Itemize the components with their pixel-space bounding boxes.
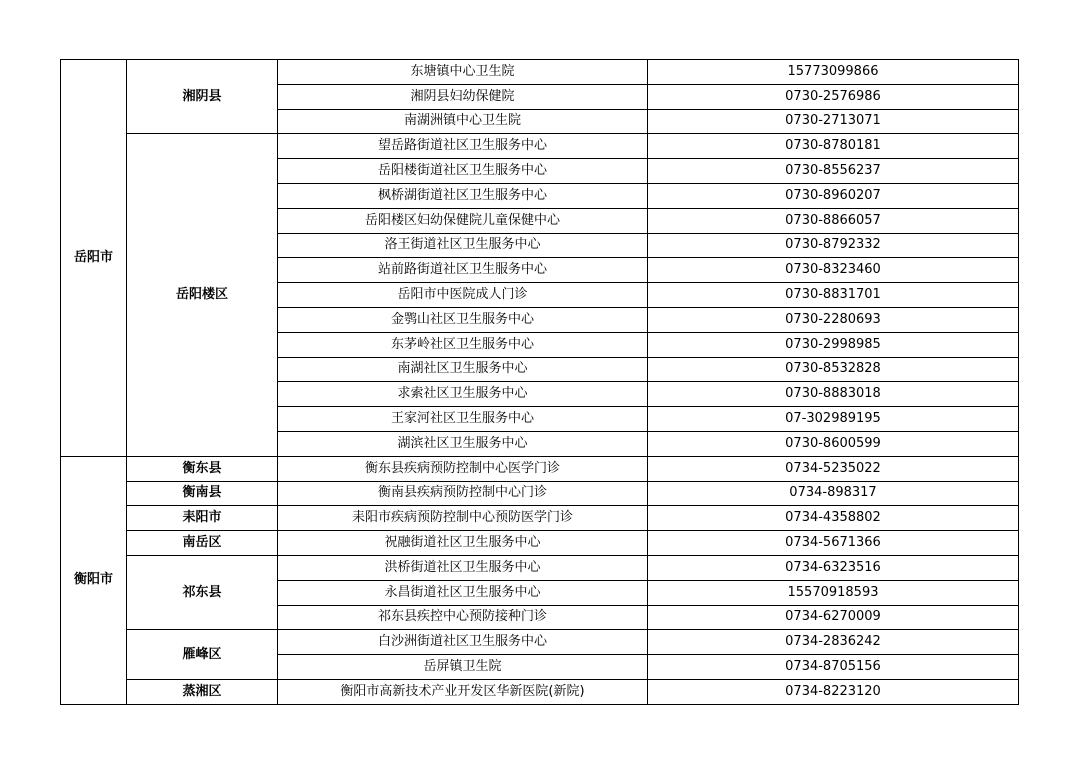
table-row (61, 630, 1019, 655)
phone-cell: 0730-2998985 (648, 332, 1019, 357)
phone-cell: 0734-898317 (648, 481, 1019, 506)
phone-cell: 0730-8323460 (648, 258, 1019, 283)
table-row (61, 555, 1019, 580)
institution-cell: 祝融街道社区卫生服务中心 (278, 531, 648, 556)
phone-cell: 0734-5235022 (648, 456, 1019, 481)
district-cell: 湘阴县 (127, 60, 278, 134)
phone-cell: 15570918593 (648, 580, 1019, 605)
table-row (61, 60, 1019, 85)
district-cell: 岳阳楼区 (127, 134, 278, 456)
district-cell: 耒阳市 (127, 506, 278, 531)
institution-cell: 岳阳楼区妇幼保健院儿童保健中心 (278, 208, 648, 233)
institution-cell: 站前路街道社区卫生服务中心 (278, 258, 648, 283)
institution-cell: 洛王街道社区卫生服务中心 (278, 233, 648, 258)
institution-cell: 衡南县疾病预防控制中心门诊 (278, 481, 648, 506)
phone-cell: 0734-2836242 (648, 630, 1019, 655)
table-row (61, 531, 1019, 556)
institution-cell: 东茅岭社区卫生服务中心 (278, 332, 648, 357)
institution-cell: 湘阴县妇幼保健院 (278, 84, 648, 109)
table-row (61, 679, 1019, 704)
table-body (61, 60, 1019, 705)
institution-cell: 望岳路街道社区卫生服务中心 (278, 134, 648, 159)
institution-cell: 祁东县疾控中心预防接种门诊 (278, 605, 648, 630)
city-cell: 岳阳市 (61, 60, 127, 457)
city-cell: 衡阳市 (61, 456, 127, 704)
phone-cell: 0730-8883018 (648, 382, 1019, 407)
district-cell: 祁东县 (127, 555, 278, 629)
institution-cell: 枫桥湖街道社区卫生服务中心 (278, 183, 648, 208)
table-row (61, 456, 1019, 481)
district-cell: 衡东县 (127, 456, 278, 481)
institution-cell: 王家河社区卫生服务中心 (278, 407, 648, 432)
district-cell: 蒸湘区 (127, 679, 278, 704)
institution-cell: 南湖洲镇中心卫生院 (278, 109, 648, 134)
institution-cell: 白沙洲街道社区卫生服务中心 (278, 630, 648, 655)
table-row (61, 481, 1019, 506)
phone-cell: 0730-2576986 (648, 84, 1019, 109)
phone-cell: 0730-8831701 (648, 283, 1019, 308)
phone-cell: 0730-8960207 (648, 183, 1019, 208)
institution-cell: 南湖社区卫生服务中心 (278, 357, 648, 382)
phone-cell: 07-302989195 (648, 407, 1019, 432)
phone-cell: 0730-8600599 (648, 431, 1019, 456)
institution-cell: 求索社区卫生服务中心 (278, 382, 648, 407)
institution-cell: 衡东县疾病预防控制中心医学门诊 (278, 456, 648, 481)
phone-cell: 0734-5671366 (648, 531, 1019, 556)
district-cell: 雁峰区 (127, 630, 278, 680)
phone-cell: 0734-8223120 (648, 679, 1019, 704)
clinic-table-container (60, 59, 1019, 705)
institution-cell: 耒阳市疾病预防控制中心预防医学门诊 (278, 506, 648, 531)
phone-cell: 0734-4358802 (648, 506, 1019, 531)
institution-cell: 洪桥街道社区卫生服务中心 (278, 555, 648, 580)
phone-cell: 0730-2280693 (648, 307, 1019, 332)
phone-cell: 0730-8792332 (648, 233, 1019, 258)
institution-cell: 永昌街道社区卫生服务中心 (278, 580, 648, 605)
phone-cell: 0734-6323516 (648, 555, 1019, 580)
clinic-directory-table (60, 59, 1019, 705)
institution-cell: 岳阳市中医院成人门诊 (278, 283, 648, 308)
phone-cell: 0730-8866057 (648, 208, 1019, 233)
phone-cell: 0730-8556237 (648, 159, 1019, 184)
phone-cell: 0730-8780181 (648, 134, 1019, 159)
phone-cell: 0730-8532828 (648, 357, 1019, 382)
institution-cell: 岳屏镇卫生院 (278, 655, 648, 680)
table-row (61, 134, 1019, 159)
institution-cell: 东塘镇中心卫生院 (278, 60, 648, 85)
phone-cell: 0730-2713071 (648, 109, 1019, 134)
institution-cell: 衡阳市高新技术产业开发区华新医院(新院) (278, 679, 648, 704)
institution-cell: 岳阳楼街道社区卫生服务中心 (278, 159, 648, 184)
phone-cell: 0734-8705156 (648, 655, 1019, 680)
table-row (61, 506, 1019, 531)
institution-cell: 湖滨社区卫生服务中心 (278, 431, 648, 456)
district-cell: 衡南县 (127, 481, 278, 506)
institution-cell: 金鹗山社区卫生服务中心 (278, 307, 648, 332)
district-cell: 南岳区 (127, 531, 278, 556)
phone-cell: 0734-6270009 (648, 605, 1019, 630)
phone-cell: 15773099866 (648, 60, 1019, 85)
